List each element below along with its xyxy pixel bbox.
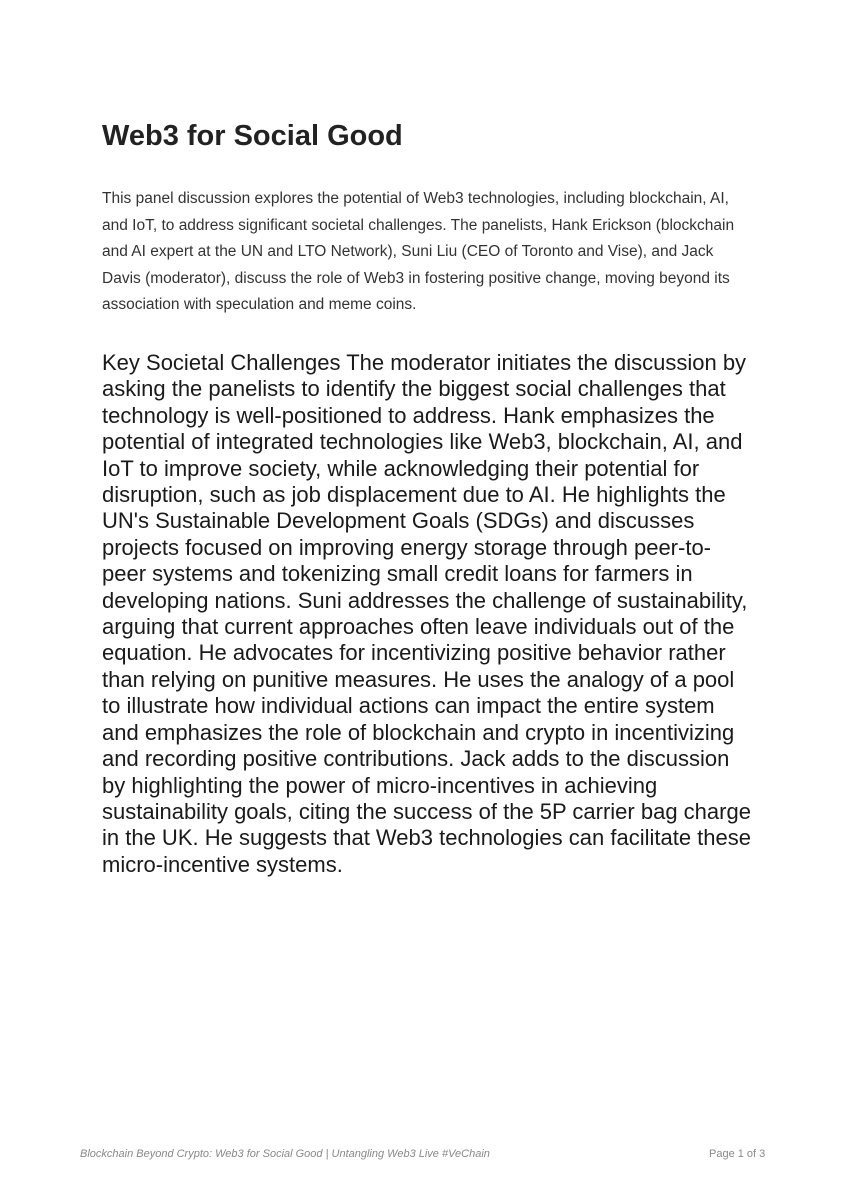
footer-source: Blockchain Beyond Crypto: Web3 for Social Good | Untangling Web3 Live #VeChain [80, 1148, 490, 1160]
summary-paragraph: This panel discussion explores the potential of Web3 technologies, including blockchain, AI, and IoT, to address significant societal challenges. The panelists, Hank Erickson (blockchain and AI expert at the UN and LTO Network), Suni Liu (CEO of Toronto and Vise), and Jack Davis (moderator), discuss the role of Web3 in fostering positive change, moving beyond its association with speculation and meme coins. [102, 190, 735, 313]
body-paragraph: Key Societal Challenges The moderator initiates the discussion by asking the panelists to identify the biggest social challenges that technology is well-positioned to address. Hank emphasizes the potential of integrated technologies like Web3, blockchain, AI, and IoT to improve society, while acknowledging their potential for disruption, such as job displacement due to AI. He highlights the UN's Sustainable Development Goals (SDGs) and discusses projects focused on improving energy storage through peer-to-peer systems and tokenizing small credit loans for farmers in developing nations. Suni addresses the challenge of sustainability, arguing that current approaches often leave individuals out of the equation. He advocates for incentivizing positive behavior rather than relying on punitive measures. He uses the analogy of a pool to illustrate how individual actions can impact the entire system and emphasizes the role of blockchain and crypto in incentivizing and recording positive contributions. Jack adds to the discussion by highlighting the power of micro-incentives in achieving sustainability goals, citing the success of the 5P carrier bag charge in the UK. He suggests that Web3 technologies can facilitate these micro-incentive systems. [102, 350, 751, 877]
document-title: Web3 for Social Good [102, 120, 403, 152]
footer-page-number: Page 1 of 3 [709, 1148, 766, 1160]
